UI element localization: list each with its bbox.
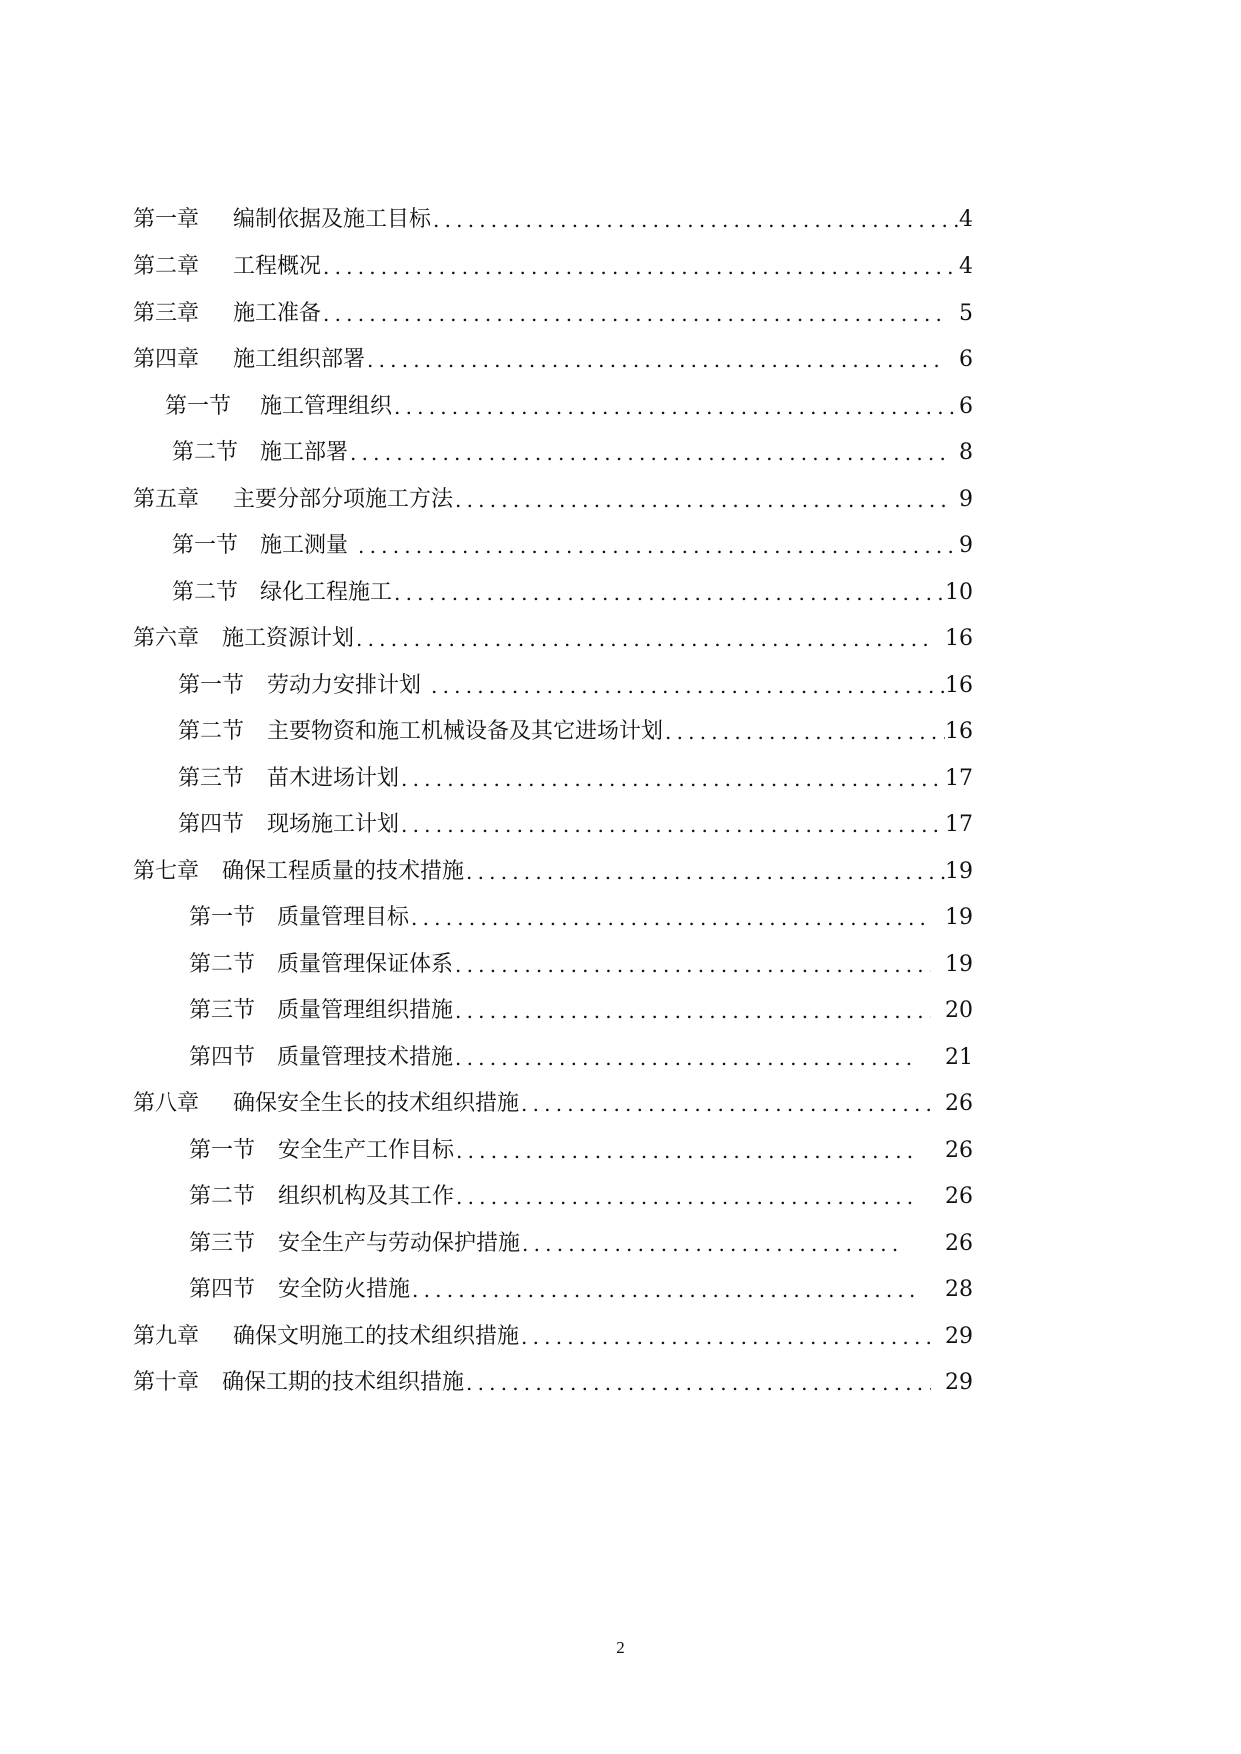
toc-dot-leader: [433, 205, 959, 235]
toc-entry-page: 16: [945, 673, 973, 698]
toc-entry-page: 26: [945, 1184, 973, 1209]
toc-entry-number: 第九章: [133, 1324, 200, 1349]
toc-entry-number: 第七章: [133, 859, 200, 884]
toc-entry-number: 第六章: [133, 626, 200, 651]
toc-entry-number: 第一节: [178, 673, 245, 698]
toc-entry[interactable]: [189, 1182, 973, 1212]
toc-entry-title: 施工部署: [260, 440, 349, 465]
toc-dot-leader: [394, 578, 945, 608]
toc-dot-leader: [665, 717, 945, 747]
toc-entry-page: 9: [959, 487, 973, 512]
toc-entry-title: 劳动力安排计划: [267, 673, 422, 698]
toc-entry-page: 17: [945, 766, 973, 791]
toc-entry-page: 5: [959, 301, 973, 326]
toc-entry-title: 组织机构及其工作: [278, 1184, 455, 1209]
toc-dot-leader: [356, 624, 931, 654]
toc-entry-title: 确保工程质量的技术措施: [222, 859, 465, 884]
toc-entry-page: 26: [945, 1091, 973, 1116]
toc-entry-title: 施工资源计划: [222, 626, 355, 651]
toc-dot-leader: [521, 1322, 931, 1352]
toc-entry-title: 安全生产与劳动保护措施: [278, 1231, 521, 1256]
toc-entry[interactable]: [172, 531, 973, 561]
toc-entry[interactable]: [172, 578, 973, 608]
toc-entry-number: 第一节: [189, 905, 256, 930]
toc-entry[interactable]: [189, 1275, 973, 1305]
toc-entry[interactable]: [133, 345, 973, 375]
toc-entry-page: 8: [959, 440, 973, 465]
toc-entry-page: 4: [959, 254, 973, 279]
toc-entry-number: 第二节: [189, 1184, 256, 1209]
toc-entry[interactable]: [172, 438, 973, 468]
toc-entry-page: 6: [959, 394, 973, 419]
toc-entry-number: 第八章: [133, 1091, 200, 1116]
toc-dot-leader: [455, 950, 931, 980]
toc-entry-title: 质量管理目标: [277, 905, 410, 930]
toc-dot-leader: [522, 1229, 905, 1259]
toc-entry[interactable]: [178, 764, 973, 794]
toc-entry-title: 绿化工程施工: [260, 580, 393, 605]
toc-dot-leader: [466, 1368, 931, 1398]
toc-dot-leader: [455, 485, 945, 515]
toc-dot-leader: [401, 810, 945, 840]
toc-entry-page: 19: [945, 905, 973, 930]
toc-entry-number: 第一章: [133, 207, 200, 232]
toc-entry-title: 主要物资和施工机械设备及其它进场计划: [267, 719, 664, 744]
toc-entry-number: 第一节: [172, 533, 239, 558]
toc-dot-leader: [456, 1182, 917, 1212]
toc-entry-title: 确保文明施工的技术组织措施: [233, 1324, 520, 1349]
toc-dot-leader: [412, 1275, 917, 1305]
toc-entry-number: 第二节: [178, 719, 245, 744]
toc-dot-leader: [323, 299, 945, 329]
toc-entry-number: 第三节: [189, 1231, 256, 1256]
toc-entry-number: 第三节: [189, 998, 256, 1023]
toc-entry-title: 安全生产工作目标: [278, 1138, 455, 1163]
toc-entry-page: 21: [945, 1045, 973, 1070]
toc-entry-page: 6: [959, 347, 973, 372]
toc-entry-number: 第四节: [178, 812, 245, 837]
toc-entry-title: 苗木进场计划: [267, 766, 400, 791]
toc-entry-title: 施工准备: [233, 301, 322, 326]
toc-entry-title: 质量管理技术措施: [277, 1045, 454, 1070]
toc-entry-title: 编制依据及施工目标: [233, 207, 432, 232]
toc-entry[interactable]: [133, 485, 973, 515]
toc-dot-leader: [455, 1043, 917, 1073]
toc-entry-number: 第五章: [133, 487, 200, 512]
toc-entry-page: 9: [959, 533, 973, 558]
toc-entry-page: 29: [945, 1324, 973, 1349]
toc-entry-page: 28: [945, 1277, 973, 1302]
toc-entry-title: 施工管理组织: [260, 394, 393, 419]
toc-entry[interactable]: [178, 671, 973, 701]
toc-entry-page: 29: [945, 1370, 973, 1395]
toc-entry-title: 安全防火措施: [278, 1277, 411, 1302]
toc-entry-title: 现场施工计划: [267, 812, 400, 837]
toc-entry-number: 第二章: [133, 254, 200, 279]
toc-entry-page: 4: [959, 207, 973, 232]
toc-entry[interactable]: [133, 1322, 973, 1352]
toc-entry-number: 第一节: [189, 1138, 256, 1163]
toc-dot-leader: [401, 764, 945, 794]
toc-entry[interactable]: [189, 950, 973, 980]
toc-dot-leader: [323, 252, 959, 282]
toc-entry[interactable]: [133, 1089, 973, 1119]
toc-dot-leader: [358, 531, 959, 561]
toc-entry-title: 施工组织部署: [233, 347, 366, 372]
toc-dot-leader: [466, 857, 945, 887]
toc-entry-page: 17: [945, 812, 973, 837]
toc-entry-page: 19: [945, 859, 973, 884]
toc-entry[interactable]: [133, 1368, 973, 1398]
toc-entry[interactable]: [178, 717, 973, 747]
toc-entry-number: 第三章: [133, 301, 200, 326]
toc-dot-leader: [367, 345, 945, 375]
toc-entry-title: 施工测量: [260, 533, 349, 558]
toc-entry-number: 第二节: [172, 580, 239, 605]
toc-entry[interactable]: [189, 1043, 973, 1073]
toc-dot-leader: [394, 392, 959, 422]
toc-entry-page: 26: [945, 1231, 973, 1256]
toc-entry-number: 第十章: [133, 1370, 200, 1395]
toc-entry-page: 19: [945, 952, 973, 977]
toc-entry-title: 工程概况: [233, 254, 322, 279]
toc-dot-leader: [411, 903, 931, 933]
toc-entry[interactable]: [133, 252, 973, 282]
toc-entry-title: 确保安全生长的技术组织措施: [233, 1091, 520, 1116]
toc-entry-title: 确保工期的技术组织措施: [222, 1370, 465, 1395]
toc-entry-page: 10: [945, 580, 973, 605]
toc-entry[interactable]: [133, 624, 973, 654]
toc-entry-title: 质量管理保证体系: [277, 952, 454, 977]
toc-dot-leader: [455, 996, 931, 1026]
toc-entry[interactable]: [165, 392, 973, 422]
toc-dot-leader: [456, 1136, 917, 1166]
toc-entry[interactable]: [189, 903, 973, 933]
toc-entry-number: 第一节: [165, 394, 232, 419]
toc-entry-number: 第四节: [189, 1045, 256, 1070]
toc-entry[interactable]: [189, 1229, 973, 1259]
toc-entry-number: 第二节: [172, 440, 239, 465]
toc-entry[interactable]: [189, 996, 973, 1026]
toc-entry-page: 20: [945, 998, 973, 1023]
toc-entry-title: 质量管理组织措施: [277, 998, 454, 1023]
toc-entry-number: 第四章: [133, 347, 200, 372]
toc-entry[interactable]: [133, 299, 973, 329]
toc-entry[interactable]: [189, 1136, 973, 1166]
toc-dot-leader: [350, 438, 945, 468]
toc-entry[interactable]: [133, 205, 973, 235]
toc-entry[interactable]: [178, 810, 973, 840]
toc-entry[interactable]: [133, 857, 973, 887]
toc-entry-number: 第三节: [178, 766, 245, 791]
toc-entry-page: 16: [945, 626, 973, 651]
toc-entry-number: 第四节: [189, 1277, 256, 1302]
toc-dot-leader: [521, 1089, 931, 1119]
toc-entry-page: 26: [945, 1138, 973, 1163]
page-number: 2: [616, 1638, 625, 1657]
toc-entry-number: 第二节: [189, 952, 256, 977]
toc-dot-leader: [431, 671, 945, 701]
toc-entry-title: 主要分部分项施工方法: [233, 487, 454, 512]
toc-entry-page: 16: [945, 719, 973, 744]
